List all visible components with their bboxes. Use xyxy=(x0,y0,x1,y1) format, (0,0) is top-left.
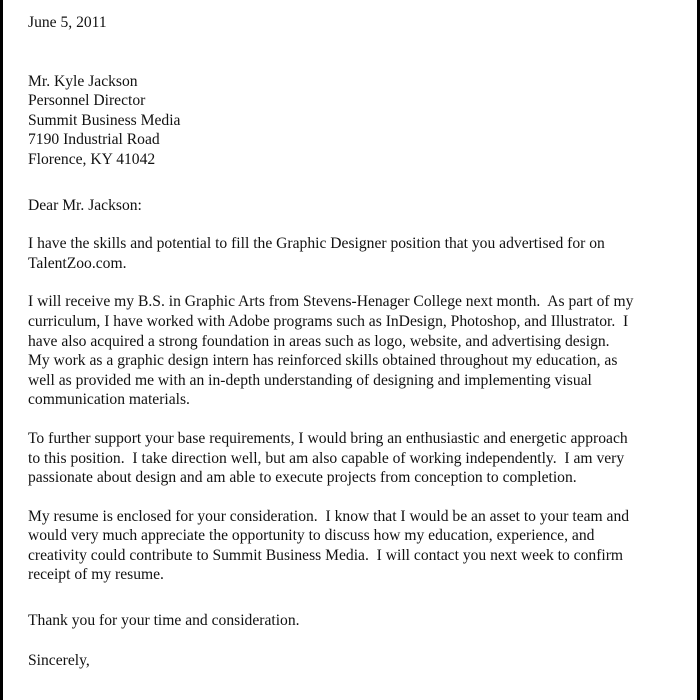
salutation: Dear Mr. Jackson: xyxy=(28,196,142,214)
paragraph-line: receipt of my resume. xyxy=(28,566,164,584)
paragraph-line: to this position. I take direction well, but am also capable of working independently. I am very xyxy=(28,449,625,467)
recipient-company: Summit Business Media xyxy=(28,111,181,129)
cover-letter xyxy=(28,13,683,670)
signoff: Sincerely, xyxy=(28,651,90,669)
recipient-street: 7190 Industrial Road xyxy=(28,131,160,149)
paragraph-line: I will receive my B.S. in Graphic Arts from Stevens-Henager College next month. As part of my xyxy=(28,293,634,311)
paragraph-line: well as provided me with an in-depth understanding of designing and implementing visual xyxy=(28,371,592,389)
recipient-city-state-zip: Florence, KY 41042 xyxy=(28,150,156,168)
paragraph-line: communication materials. xyxy=(28,391,190,409)
paragraph-intro xyxy=(28,234,683,273)
paragraph-resume xyxy=(28,507,683,585)
paragraph-line: have also acquired a strong foundation in areas such as logo, website, and advertising design. xyxy=(28,332,610,350)
paragraph-education xyxy=(28,292,683,410)
paragraph-line: curriculum, I have worked with Adobe programs such as InDesign, Photoshop, and Illustrator. I xyxy=(28,312,629,330)
paragraph-line: My work as a graphic design intern has reinforced skills obtained throughout my education, as xyxy=(28,352,618,370)
paragraph-requirements xyxy=(28,429,683,488)
recipient-title: Personnel Director xyxy=(28,92,146,110)
paragraph-line: I have the skills and potential to fill the Graphic Designer position that you advertised for on xyxy=(28,235,605,253)
paragraph-line: creativity could contribute to Summit Business Media. I will contact you next week to confirm xyxy=(28,546,624,564)
closing-thanks: Thank you for your time and consideration. xyxy=(28,612,300,630)
paragraph-line: TalentZoo.com. xyxy=(28,254,127,272)
recipient-address xyxy=(28,72,683,170)
recipient-name: Mr. Kyle Jackson xyxy=(28,72,138,90)
letter-date: June 5, 2011 xyxy=(28,14,107,31)
paragraph-line: My resume is enclosed for your consideration. I know that I would be an asset to your team and xyxy=(28,507,630,525)
paragraph-line: To further support your base requirements, I would bring an enthusiastic and energetic approach xyxy=(28,429,628,447)
paragraph-line: would very much appreciate the opportunity to discuss how my education, experience, and xyxy=(28,527,595,545)
paragraph-line: passionate about design and am able to execute projects from conception to completion. xyxy=(28,469,577,487)
